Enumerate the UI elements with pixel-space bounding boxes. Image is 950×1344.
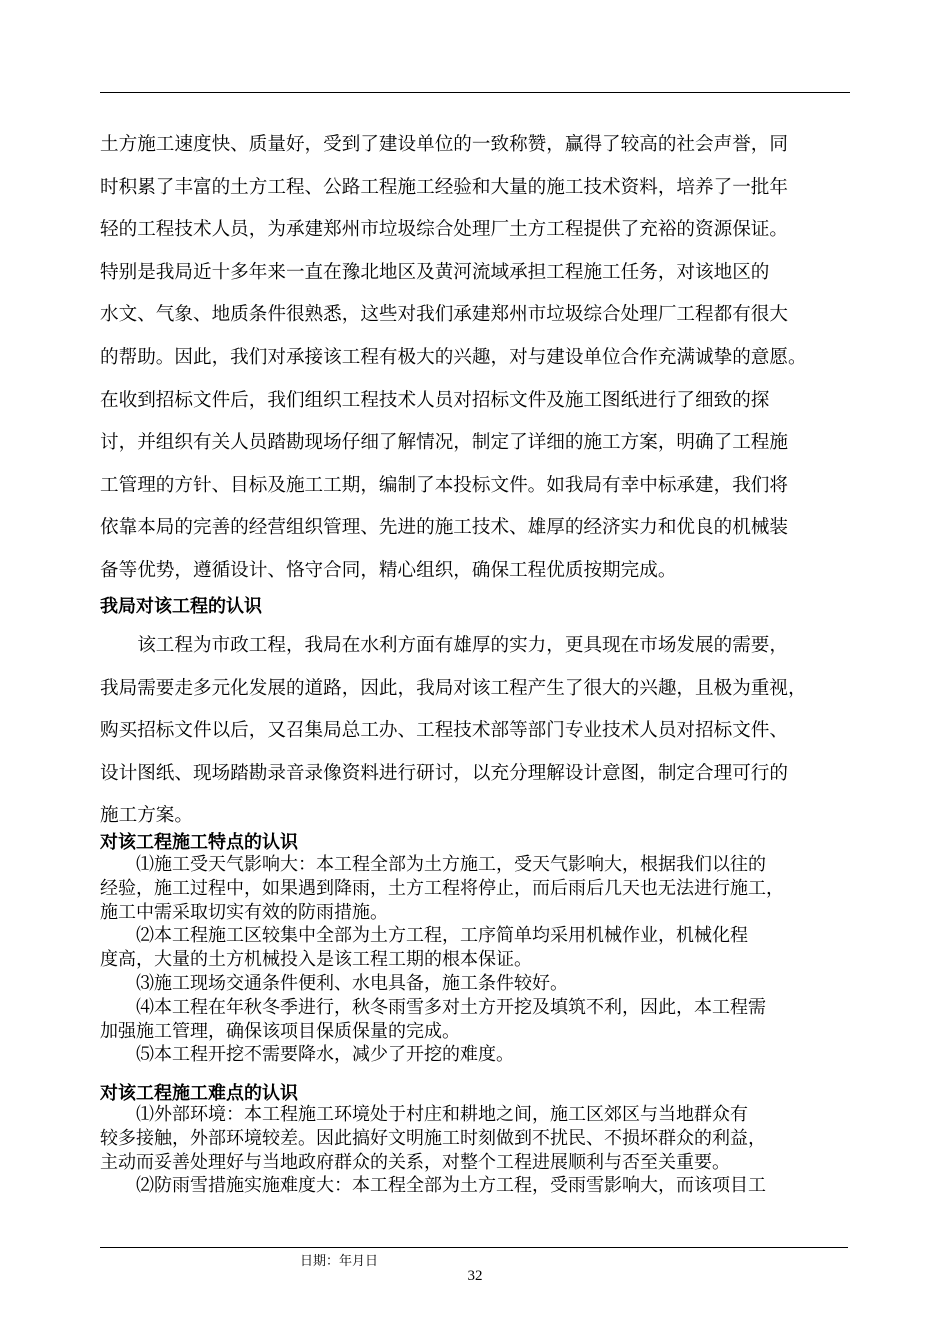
- text-line: 经验，施工过程中，如果遇到降雨，土方工程将停止，而后雨后几天也无法进行施工，: [100, 877, 784, 899]
- text-line: 购买招标文件以后，又召集局总工办、工程技术部等部门专业技术人员对招标文件、: [100, 720, 788, 742]
- text-line: ⑵防雨雪措施实施难度大：本工程全部为土方工程，受雨雪影响大，而该项目工: [100, 1175, 766, 1197]
- section-heading-features: 对该工程施工特点的认识: [100, 832, 298, 853]
- page-number: 32: [467, 1268, 483, 1284]
- footer-date: 日期：年月日: [300, 1254, 379, 1269]
- section-heading-difficulties: 对该工程施工难点的认识: [100, 1083, 298, 1104]
- footer-rule: [100, 1247, 848, 1248]
- header-rule: [100, 92, 850, 93]
- text-line: 的帮助。因此，我们对承接该工程有极大的兴趣，对与建设单位合作充满诚挚的意愿。: [100, 346, 807, 368]
- text-line: 我局需要走多元化发展的道路，因此，我局对该工程产生了很大的兴趣，且极为重视，: [100, 677, 807, 699]
- recognition-paragraph: [100, 625, 807, 838]
- section-heading-recognition: 我局对该工程的认识: [100, 596, 262, 617]
- text-line: 加强施工管理，确保该项目保质保量的完成。: [100, 1020, 460, 1042]
- text-line: ⑵本工程施工区较集中全部为土方工程，工序简单均采用机械作业，机械化程: [100, 925, 748, 947]
- text-line: ⑷本工程在年秋冬季进行，秋冬雨雪多对土方开挖及填筑不利，因此，本工程需: [100, 996, 766, 1018]
- text-line: 依靠本局的完善的经营组织管理、先进的施工技术、雄厚的经济实力和优良的机械装: [100, 517, 788, 539]
- text-line: 在收到招标文件后，我们组织工程技术人员对招标文件及施工图纸进行了细致的探: [100, 389, 770, 411]
- text-line: ⑸本工程开挖不需要降水，减少了开挖的难度。: [100, 1044, 514, 1066]
- text-line: 时积累了丰富的土方工程、公路工程施工经验和大量的施工技术资料，培养了一批年: [100, 176, 788, 198]
- text-line: 轻的工程技术人员，为承建郑州市垃圾综合处理厂土方工程提供了充裕的资源保证。: [100, 219, 788, 241]
- text-line: 工管理的方针、目标及施工工期，编制了本投标文件。如我局有幸中标承建，我们将: [100, 474, 788, 496]
- difficulties-list: [100, 1103, 766, 1198]
- text-line: 主动而妥善处理好与当地政府群众的关系，对整个工程进展顺利与否至关重要。: [100, 1151, 730, 1173]
- text-line: 该工程为市政工程，我局在水利方面有雄厚的实力，更具现在市场发展的需要，: [100, 635, 788, 656]
- text-line: 特别是我局近十多年来一直在豫北地区及黄河流域承担工程施工任务，对该地区的: [100, 261, 770, 283]
- text-line: 讨，并组织有关人员踏勘现场仔细了解情况，制定了详细的施工方案，明确了工程施: [100, 432, 788, 454]
- text-line: ⑶施工现场交通条件便利、水电具备，施工条件较好。: [100, 972, 568, 994]
- features-list: [100, 853, 784, 1067]
- text-line: 土方施工速度快、质量好，受到了建设单位的一致称赞，赢得了较高的社会声誉，同: [100, 134, 788, 155]
- text-line: 施工中需采取切实有效的防雨措施。: [100, 901, 388, 923]
- text-line: 度高，大量的土方机械投入是该工程工期的根本保证。: [100, 949, 532, 971]
- text-line: ⑴外部环境：本工程施工环境处于村庄和耕地之间，施工区郊区与当地群众有: [100, 1104, 748, 1125]
- text-line: 备等优势，遵循设计、恪守合同，精心组织，确保工程优质按期完成。: [100, 559, 677, 581]
- text-line: 施工方案。: [100, 805, 193, 827]
- text-line: ⑴施工受天气影响大：本工程全部为土方施工，受天气影响大，根据我们以往的: [100, 854, 766, 875]
- intro-paragraph: [100, 124, 860, 593]
- text-line: 水文、气象、地质条件很熟悉，这些对我们承建郑州市垃圾综合处理厂工程都有很大: [100, 304, 788, 326]
- text-line: 较多接触，外部环境较差。因此搞好文明施工时刻做到不扰民、不损坏群众的利益，: [100, 1127, 766, 1149]
- text-line: 设计图纸、现场踏勘录音录像资料进行研讨，以充分理解设计意图，制定合理可行的: [100, 762, 788, 784]
